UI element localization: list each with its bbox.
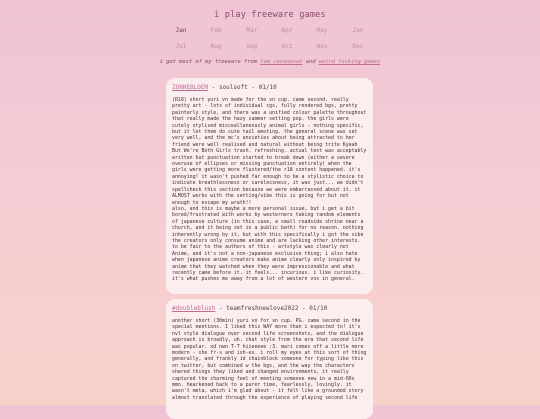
month-link-feb[interactable]: Feb [210,27,222,34]
review-text: (R18) short yuri vn made for the vn cup. came second. really pretty art - lots of individual cgs, fully rendered bgs, pretty painterly style, and there was a unified colour palette throughout that really made the hazy summer setting pop. the girls were cutely stylised misceallaneously animal girls - nothing specific, but it let them do cute tail emoting. the general scene was set very well, and the mc's anxieties about being attracted to her friend were well realised and natural without being trite Kyaah But We're Both Girls trash. refreshing. actual text was acceptably written but punctuation started to break down (either a severe overuse of ellipses or missing punctuation entirely) when the girls were getting more flustered/the r18 content happened. it's annoying! it wasn't pushed far enough to be a stylistic choice to indicate breathlessness or carelessness, it was just... we didn't spellcheck this section because we were embarrassed about it. it ALMOST works with the setting/vibe this is going for but not enough to escape my wrath!! also, and this is maybe a more personal issue, but i get a bit bored/frustrated with works by westerners taking random elements of japanese culture (in this case, a small roadside shrine near a church, and it being set in a public bath) for no reason. nothing inherently wrong by it, but with this specifically i got the vibe the creators only consume anime and are lacking other interests. to be fair to the authors of this - artstyle was clearly not Anime, and it's not a non-japanese exclusive thing; i also hate when japanese anime creators make anime clearly only inspired by anime that they watched when they were impressionable and what recently came before it. it feels... incurious. i like curiosity. it's what pushes me away from a lot of western vns in general. [172,97,367,283]
review-meta: - soulsoft - 01/10 [208,84,277,91]
source-link-weird-fucking-games[interactable]: weird fucking games [318,59,381,65]
review-card [166,78,373,294]
month-link-apr[interactable]: Apr [281,27,293,34]
month-link-sep[interactable]: Sep [246,43,258,50]
review-text: another short (30min) yuri vn for vn cup. PG. came second in the special mentions. I liked this WAY more than i expected to! it's nvl style dialogue over second life screenshots, and the dialogue approach is broadly, uh. chat style from the era that second life was popular. xd nwn T-T hiieeeee :3. mari comes off a little more modern - she fr-s and ish-es. i roll my eyes at this sort of thing generally, and frankly id chainblock someone for typing like this on twitter, but combined w the bgs, and the way the characters shared things they liked and changed environments, it really captured the charming feel of meeting someone new in a mid-00s mmo. hearkened back to a purer time, fearlessly, lovingly. it wasn't meta, which i'm glad about - it felt like a grounded story almost translated through the experience of playing second life [172,318,370,401]
month-link-nov[interactable]: Nov [316,43,328,50]
review-meta: - teamfreshnewlove2022 - 01/10 [215,305,328,312]
review-header [172,305,367,312]
freeware-sources [0,59,540,65]
review-header [172,84,367,91]
month-link-jul[interactable]: Jul [175,43,187,50]
sources-middle: and [302,59,319,65]
month-link-aug[interactable]: Aug [210,43,222,50]
month-link-dec[interactable]: Dec [352,43,364,50]
month-link-oct[interactable]: Oct [281,43,293,50]
site-title: i play freeware games [214,10,326,20]
month-link-mar[interactable]: Mar [246,27,258,34]
month-link-jan[interactable]: Jan [175,27,187,34]
month-link-jun[interactable]: Jun [352,27,364,34]
sources-prefix: i get most of my freeware from [159,59,261,65]
review-card [166,299,373,419]
source-link-lam-casanovah[interactable]: lam casanovah [260,59,303,65]
game-title-link[interactable]: ZONNEBLOEM [172,84,209,91]
month-link-may[interactable]: May [316,27,328,34]
game-title-link[interactable]: #doubleblush [172,305,216,312]
